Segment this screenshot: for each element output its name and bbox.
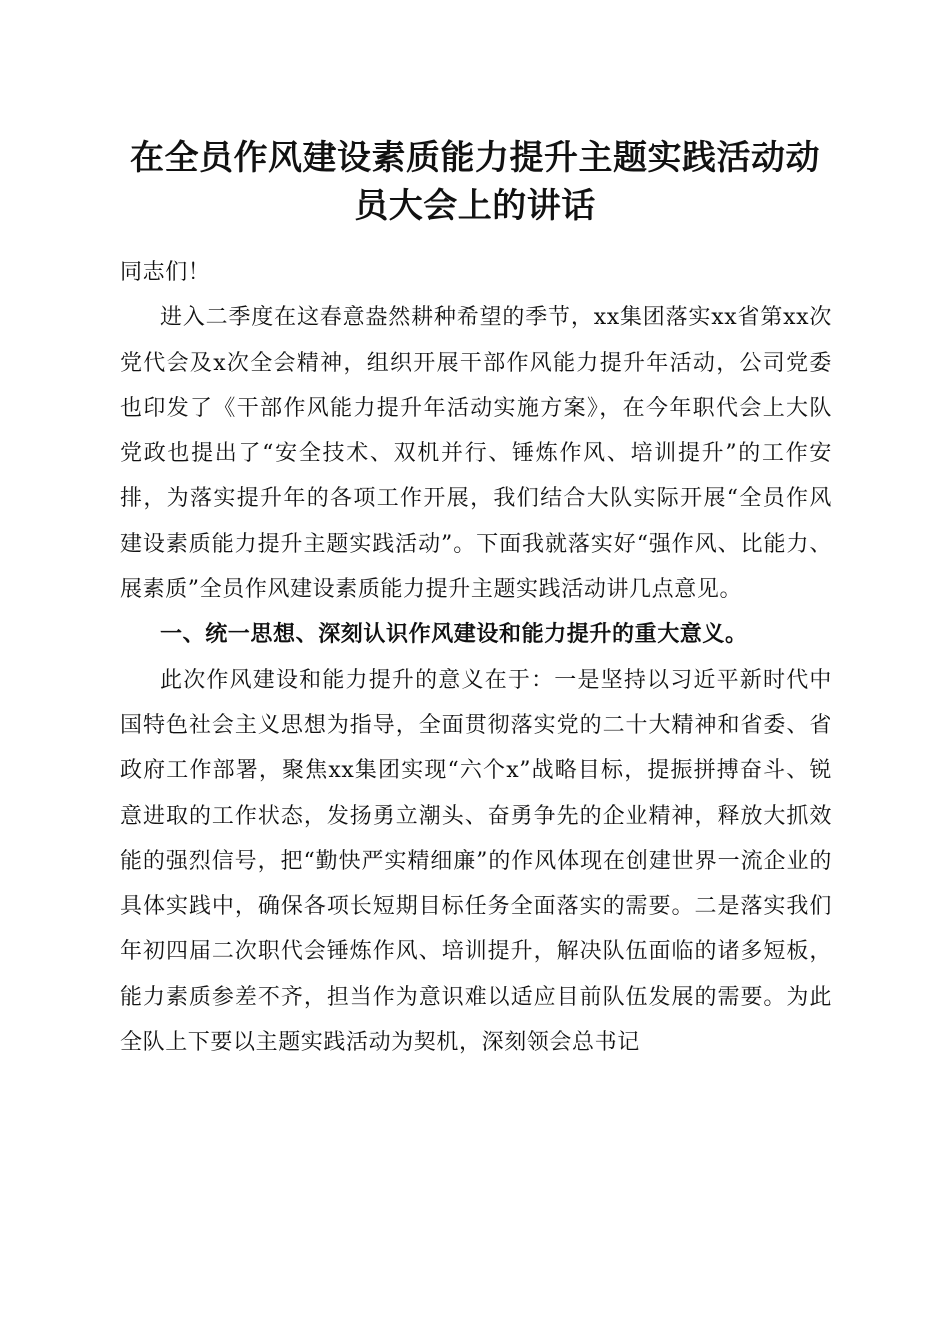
title-line-1: 在全员作风建设素质能力提升主题实践活动动 xyxy=(130,138,820,178)
title-line-2: 员大会上的讲话 xyxy=(354,186,596,226)
paragraph-significance: 此次作风建设和能力提升的意义在于：一是坚持以习近平新时代中国特色社会主义思想为指导，全面贯彻落实党的二十大精神和省委、省政府工作部署，聚焦xx集团实现“六个x”战略目标，提振拼搏奋斗、锐意进取的工作状态，发扬勇立潮头、奋勇争先的企业精神，释放大抓效能的强烈信号，把“勤快严实精细廉”的作风体现在创建世界一流企业的具体实践中，确保各项长短期目标任务全面落实的需要。二是落实我们年初四届二次职代会锤炼作风、培训提升，解决队伍面临的诸多短板，能力素质参差不齐，担当作为意识难以适应目前队伍发展的需要。为此全队上下要以主题实践活动为契机，深刻领会总书记 xyxy=(120,667,832,1056)
section-heading-1: 一、统一思想、深刻认识作风建设和能力提升的重大意义。 xyxy=(160,622,748,648)
salutation: 同志们！ xyxy=(120,260,211,285)
paragraph-intro: 进入二季度在这春意盎然耕种希望的季节，xx集团落实xx省第xx次党代会及x次全会精神，组织开展干部作风能力提升年活动，公司党委也印发了《干部作风能力提升年活动实施方案》，在今年职代会上大队党政也提出了“安全技术、双机并行、锤炼作风、培训提升”的工作安排，为落实提升年的各项工作开展，我们结合大队实际开展“全员作风建设素质能力提升主题实践活动”。下面我就落实好“强作风、比能力、展素质”全员作风建设素质能力提升主题实践活动讲几点意见。 xyxy=(120,305,832,603)
document-body xyxy=(120,250,832,1065)
document-title xyxy=(100,134,850,230)
